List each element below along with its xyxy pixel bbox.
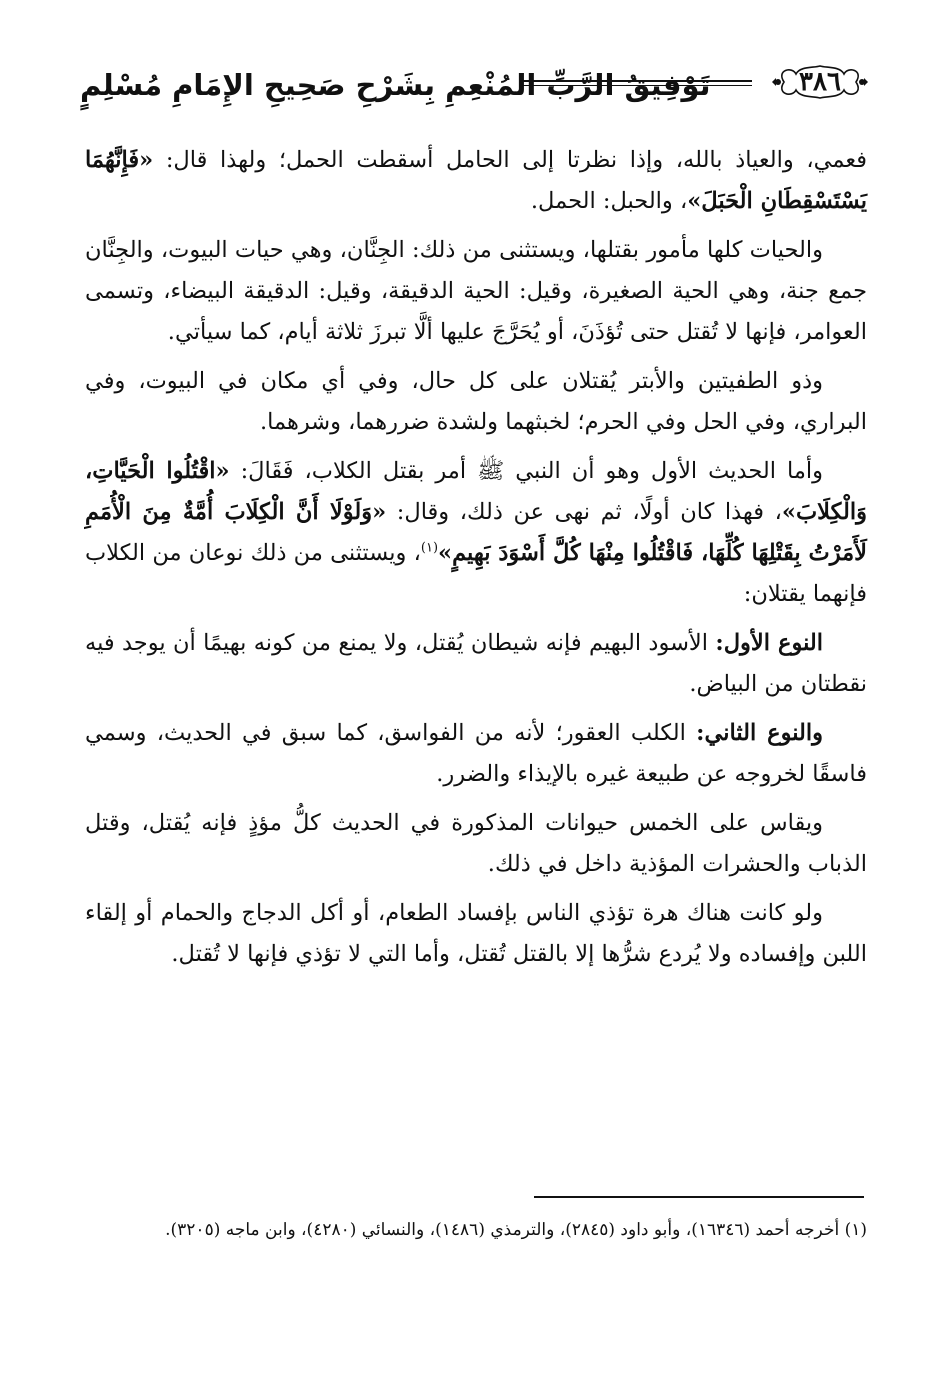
main-text bbox=[85, 140, 867, 983]
text-span: وأما الحديث الأول وهو أن النبي ﷺ أمر بقتل الكلاب، فَقَالَ: bbox=[229, 458, 823, 484]
page-number-ornament bbox=[770, 62, 870, 102]
paragraph bbox=[85, 623, 867, 705]
text-span: ، والحبل: الحمل. bbox=[530, 188, 688, 214]
paragraph bbox=[85, 140, 867, 222]
paragraph bbox=[85, 713, 867, 795]
hadith-quote: «فَإِنَّهُمَا يَسْتَسْقِطَانِ الْحَبَلَ» bbox=[85, 147, 867, 214]
section-label: والنوع الثاني: bbox=[696, 720, 823, 746]
text-span: فعمي، والعياذ بالله، وإذا نظرتا إلى الحامل أسقطت الحمل؛ ولهذا قال: bbox=[153, 147, 867, 173]
text-span: ، فهذا كان أولًا، ثم نهى عن ذلك، وقال: bbox=[386, 499, 782, 525]
hadith-quote: «اقْتُلُوا الْحَيَّاتِ، وَالْكِلَابَ» bbox=[85, 458, 867, 525]
page-number: ٣٨٦ bbox=[799, 67, 841, 97]
footnote-divider bbox=[534, 1196, 864, 1198]
page-header bbox=[80, 58, 870, 118]
section-label: النوع الأول: bbox=[715, 630, 823, 656]
text-span: الكلب العقور؛ لأنه من الفواسق، كما سبق في الحديث، وسمي فاسقًا لخروجه عن طبيعة غيره بالإيذاء والضرر. bbox=[85, 720, 867, 787]
book-title: تَوْفِيقُ الرَّبِّ المُنْعِمِ بِشَرْحِ صَحِيحِ الإِمَامِ مُسْلِمٍ bbox=[80, 68, 711, 102]
footnote-reference[interactable]: (١) bbox=[420, 540, 439, 556]
text-span: ، ويستثنى من ذلك نوعان من الكلاب فإنهما يقتلان: bbox=[85, 540, 867, 607]
paragraph: ويقاس على الخمس حيوانات المذكورة في الحديث كلُّ مؤذٍ فإنه يُقتل، وقتل الذباب والحشرات المؤذية داخل في ذلك. bbox=[85, 810, 867, 877]
paragraph: والحيات كلها مأمور بقتلها، ويستثنى من ذلك: الجِنَّان، وهي حيات البيوت، والجِنَّان جمع جنة، وهي الحية الصغيرة، وقيل: الحية الدقيقة، وقيل: الدقيقة البيضاء، وتسمى العوامر، فإنها لا تُقتل حتى تُؤذَنَ، أو يُحَرَّجَ عليها ألَّا تبرزَ ثلاثة أيام، كما سيأتي. bbox=[85, 237, 867, 345]
paragraph bbox=[85, 451, 867, 615]
footnote: (١) أخرجه أحمد (١٦٣٤٦)، وأبو داود (٢٨٤٥)، والترمذي (١٤٨٦)، والنسائي (٤٢٨٠)، وابن ماجه (٣٢٠٥). bbox=[165, 1220, 867, 1240]
paragraph: وذو الطفيتين والأبتر يُقتلان على كل حال، وفي أي مكان في البيوت، وفي البراري، وفي الحل وفي الحرم؛ لخبثهما ولشدة ضررهما، وشرهما. bbox=[85, 368, 867, 435]
hadith-quote: «وَلَوْلَا أَنَّ الْكِلَابَ أُمَّةٌ مِنَ الْأُمَمِ لَأَمَرْتُ بِقَتْلِهَا كُلِّهَا، فَاقْتُلُوا مِنْهَا كُلَّ أَسْوَدَ بَهِيمٍ» bbox=[85, 499, 867, 566]
paragraph: ولو كانت هناك هرة تؤذي الناس بإفساد الطعام، أو أكل الدجاج والحمام أو إلقاء اللبن وإفساده ولا يُردع شرُّها إلا بالقتل تُقتل، وأما التي لا تؤذي فإنها لا تُقتل. bbox=[85, 900, 867, 967]
text-span: الأسود البهيم فإنه شيطان يُقتل، ولا يمنع من كونه بهيمًا أن يوجد فيه نقطتان من البياض. bbox=[85, 630, 867, 697]
